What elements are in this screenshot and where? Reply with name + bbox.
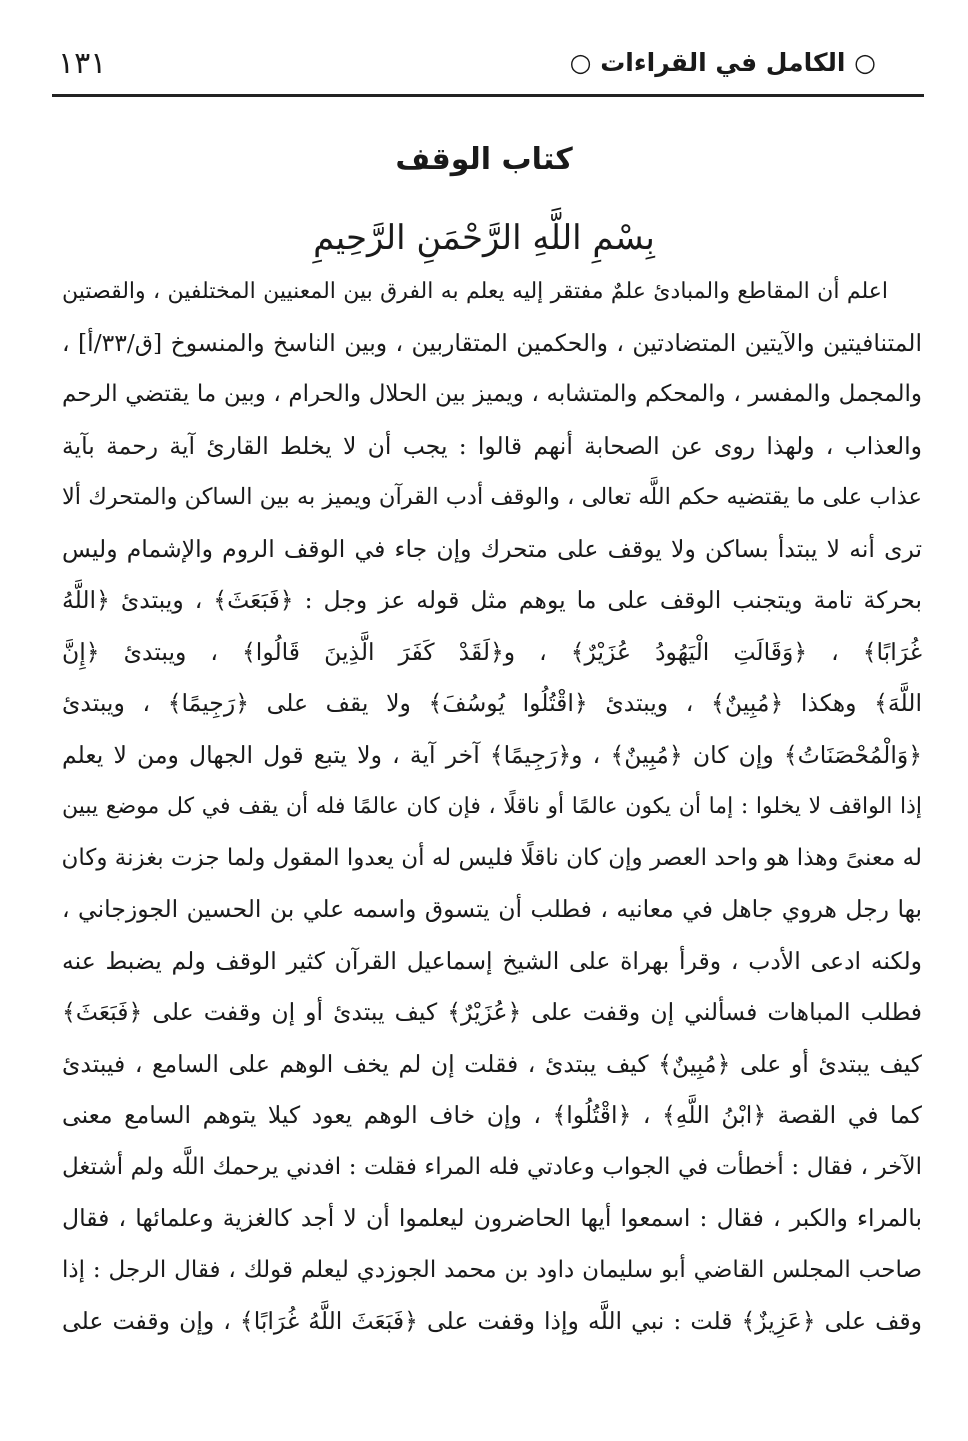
- text-line: فطلب المباهات فسألني إن وقفت على ﴿عُزَيْرٌ﴾ كيف يبتدئ أو إن وقفت على ﴿فَبَعَثَ﴾: [62, 998, 922, 1026]
- text-line: الآخر ، فقال : أخطأت في الجواب وعادتي فله المراء فقلت : افدني يرحمك اللَّه ولم أشتغل: [62, 1153, 922, 1180]
- text-line: له معنىً وهذا هو واحد العصر وإن كان ناقلًا فليس له أن يعدوا المقول ولما جزت بغزنة وكان: [62, 844, 922, 871]
- text-line: والمجمل والمفسر ، والمحكم والمتشابه ، ويميز بين الحلال والحرام ، وبين ما يقتضي الرحم: [62, 381, 922, 407]
- text-line: اعلم أن المقاطع والمبادئ علمٌ مفتقر إليه يعلم به الفرق بين المعنيين المختلفين ، والقصتين: [62, 279, 888, 304]
- text-line: غُرَابًا﴾ ، ﴿وَقَالَتِ الْيَهُودُ عُزَيْرٌ﴾ ، و﴿لَقَدْ كَفَرَ الَّذِينَ قَالُوا﴾ ، ويبتدئ ﴿إِنَّ: [62, 637, 922, 666]
- text-line: المتنافيتين والآيتين المتضادتين ، والحكمين المتقاربين ، وبين الناسخ والمنسوخ [ق/٣٣/أ] ،: [62, 328, 922, 357]
- text-line: بالمراء والكبر ، فقال : اسمعوا أيها الحاضرون ليعلموا أن لا أجد كالغزية وعلمائها ، فقال: [62, 1204, 922, 1232]
- page-header: [52, 40, 924, 90]
- text-line: إذا الواقف لا يخلوا : إما أن يكون عالمًا أو ناقلًا ، فإن كان عالمًا فله أن يقف في كل موضع يبين: [62, 794, 922, 819]
- text-line: والعذاب ، ولهذا روى عن الصحابة أنهم قالوا : يجب أن لا يخلط القارئ آية رحمة بآية: [62, 431, 922, 460]
- text-line: كيف يبتدئ أو على ﴿مُبِينٌ﴾ كيف يبتدئ ، فقلت إن لم يخف الوهم على السامع ، فيبتدئ: [62, 1049, 922, 1078]
- page-number: ١٣١: [58, 46, 107, 81]
- text-line: ترى أنه لا يبتدأ بساكن ولا يوقف على متحرك وإن جاء في الوقف الروم والإشمام وليس: [62, 534, 922, 563]
- text-line: ولكنه ادعى الأدب ، وقرأ بهراة على الشيخ إسماعيل القرآن كثير الوقف ولم يضبط عنه: [62, 946, 922, 975]
- text-line: بحركة تامة ويتجنب الوقف على ما يوهم مثل قوله عز وجل : ﴿فَبَعَثَ﴾ ، ويبتدئ ﴿اللَّهُ: [62, 586, 922, 614]
- text-line: كما في القصة ﴿ابْنُ اللَّهِ﴾ ، ﴿اقْتُلُوا﴾ ، وإن خاف الوهم يعود كيلا يتوهم السامع معنى: [62, 1101, 922, 1129]
- text-line: ﴿وَالْمُحْصَنَاتُ﴾ وإن كان ﴿مُبِينٌ﴾ ، و﴿رَجِيمًا﴾ آخر آية ، ولا يتبع قول الجهال ومن لا يعلم: [62, 740, 922, 769]
- header-rule: [52, 94, 924, 97]
- running-title: ○ الكامل في القراءات ○: [569, 48, 876, 77]
- text-line: بها رجل هروي جاهل في معانيه ، فطلب أن يتسوق واسمه علي بن الحسين الجوزجاني ،: [62, 895, 922, 923]
- basmala: بِسْمِ اللَّهِ الرَّحْمَنِ الرَّحِيمِ: [313, 218, 655, 258]
- body-text: [62, 266, 922, 1348]
- chapter-title: كتاب الوقف: [395, 142, 573, 177]
- text-line: اللَّهَ﴾ وهكذا ﴿مُبِينٌ﴾ ، ويبتدئ ﴿اقْتُلُوا يُوسُفَ﴾ ولا يقف على ﴿رَجِيمًا﴾ ، ويبتدئ: [62, 689, 922, 717]
- text-line: وقف على ﴿عَزِيزٌ﴾ قلت : نبي اللَّه وإذا وقفت على ﴿فَبَعَثَ اللَّهُ غُرَابًا﴾ ، وإن وقفت على: [62, 1307, 922, 1335]
- text-line: صاحب المجلس القاضي أبو سليمان داود بن محمد الجوزدي ليعلم قولك ، فقال الرجل : إذا: [62, 1256, 922, 1283]
- text-line: عذاب على ما يقتضيه حكم اللَّه تعالى ، والوقف أدب القرآن ويميز به بين الساكن والمتحرك ألا: [62, 484, 922, 510]
